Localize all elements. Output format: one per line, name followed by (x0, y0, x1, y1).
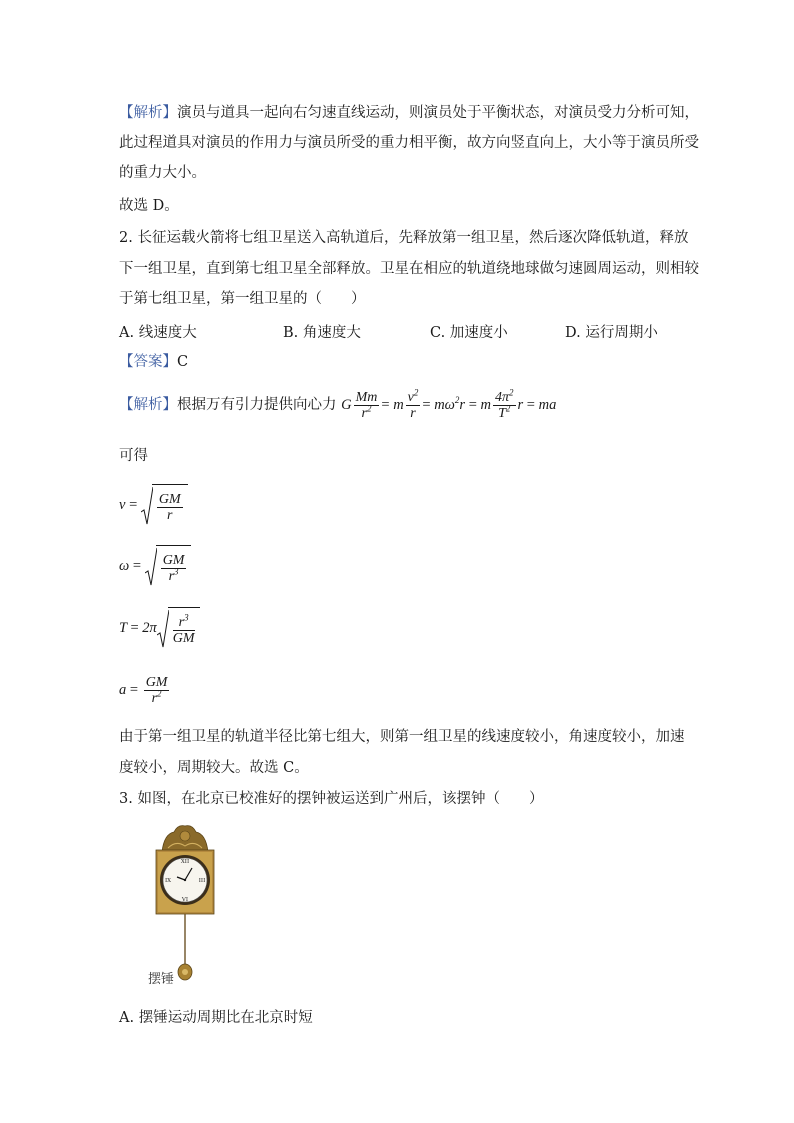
pendulum-clock-image (150, 822, 220, 992)
analysis1-conclusion: 故选 D。 (119, 198, 179, 214)
analysis-tag-2: 【解析】 (119, 397, 177, 413)
q3-option-a: A. 摆锤运动周期比在北京时短 (119, 1010, 313, 1026)
answer-value: C (177, 354, 189, 370)
formula-a: a = $\frac{GM}{r^2}$ (119, 675, 168, 707)
q2-conclusion-line1: 由于第一组卫星的轨道半径比第七组大，则第一组卫星的线速度较小，角速度较小，加速 (119, 729, 685, 745)
analysis1-line2: 此过程道具对演员的作用力与演员所受的重力相平衡，故方向竖直向上，大小等于演员所受 (119, 135, 699, 151)
answer-tag: 【答案】 (119, 354, 177, 370)
svg-text:VI: VI (181, 897, 189, 903)
q3-stem: 3. 如图，在北京已校准好的摆钟被运送到广州后，该摆钟（ ） (119, 791, 544, 807)
q2-stem-line1: 2. 长征运载火箭将七组卫星送入高轨道后，先释放第一组卫星，然后逐次降低轨道，释放 (119, 230, 689, 246)
formula-T: T = 2π $\frac{r^3}{GM}$ (119, 607, 200, 650)
gravity-formula: G $\frac{Mm}{r^2}$ = m $\frac{v^2}{r}$ = $m\omega^2r = m$ $\frac{4\pi^2}{T^2}$ r = ma (341, 387, 557, 422)
q2-option-d: D. 运行周期小 (565, 325, 658, 341)
q2-option-c: C. 加速度小 (430, 325, 508, 341)
analysis-tag: 【解析】 (119, 105, 177, 121)
analysis1-line3: 的重力大小。 (119, 165, 206, 181)
svg-text:III: III (198, 878, 206, 884)
q2-stem-line2: 下一组卫星，直到第七组卫星全部释放。卫星在相应的轨道绕地球做匀速圆周运动，则相较 (119, 261, 699, 277)
q2-conclusion-line2: 度较小，周期较大。故选 C。 (119, 760, 309, 776)
q2-analysis: 【解析】根据万有引力提供向心力 G $\frac{Mm}{r^2}$ = m $\frac{v^2}{r}$ = $m\omega^2r = m$ $\frac{4\pi^2}{T^2}$ r = ma (119, 387, 557, 422)
q2-obtain: 可得 (119, 448, 148, 464)
q2-option-a: A. 线速度大 (119, 325, 197, 341)
q2-answer (119, 352, 188, 372)
formula-omega: ω = $\frac{GM}{r^3}$ (119, 545, 191, 588)
formula-v: v = $\frac{GM}{r}$ (119, 484, 188, 527)
q2-stem-line3: 于第七组卫星，第一组卫星的（ ） (119, 291, 366, 307)
analysis1-line1: 【解析】演员与道具一起向右匀速直线运动，则演员处于平衡状态，对演员受力分析可知， (119, 105, 699, 121)
svg-text:IX: IX (164, 878, 172, 884)
svg-text:XII: XII (180, 859, 190, 865)
q2-option-b: B. 角速度大 (283, 325, 361, 341)
pendulum-bob-label: 摆锤 (148, 972, 175, 987)
